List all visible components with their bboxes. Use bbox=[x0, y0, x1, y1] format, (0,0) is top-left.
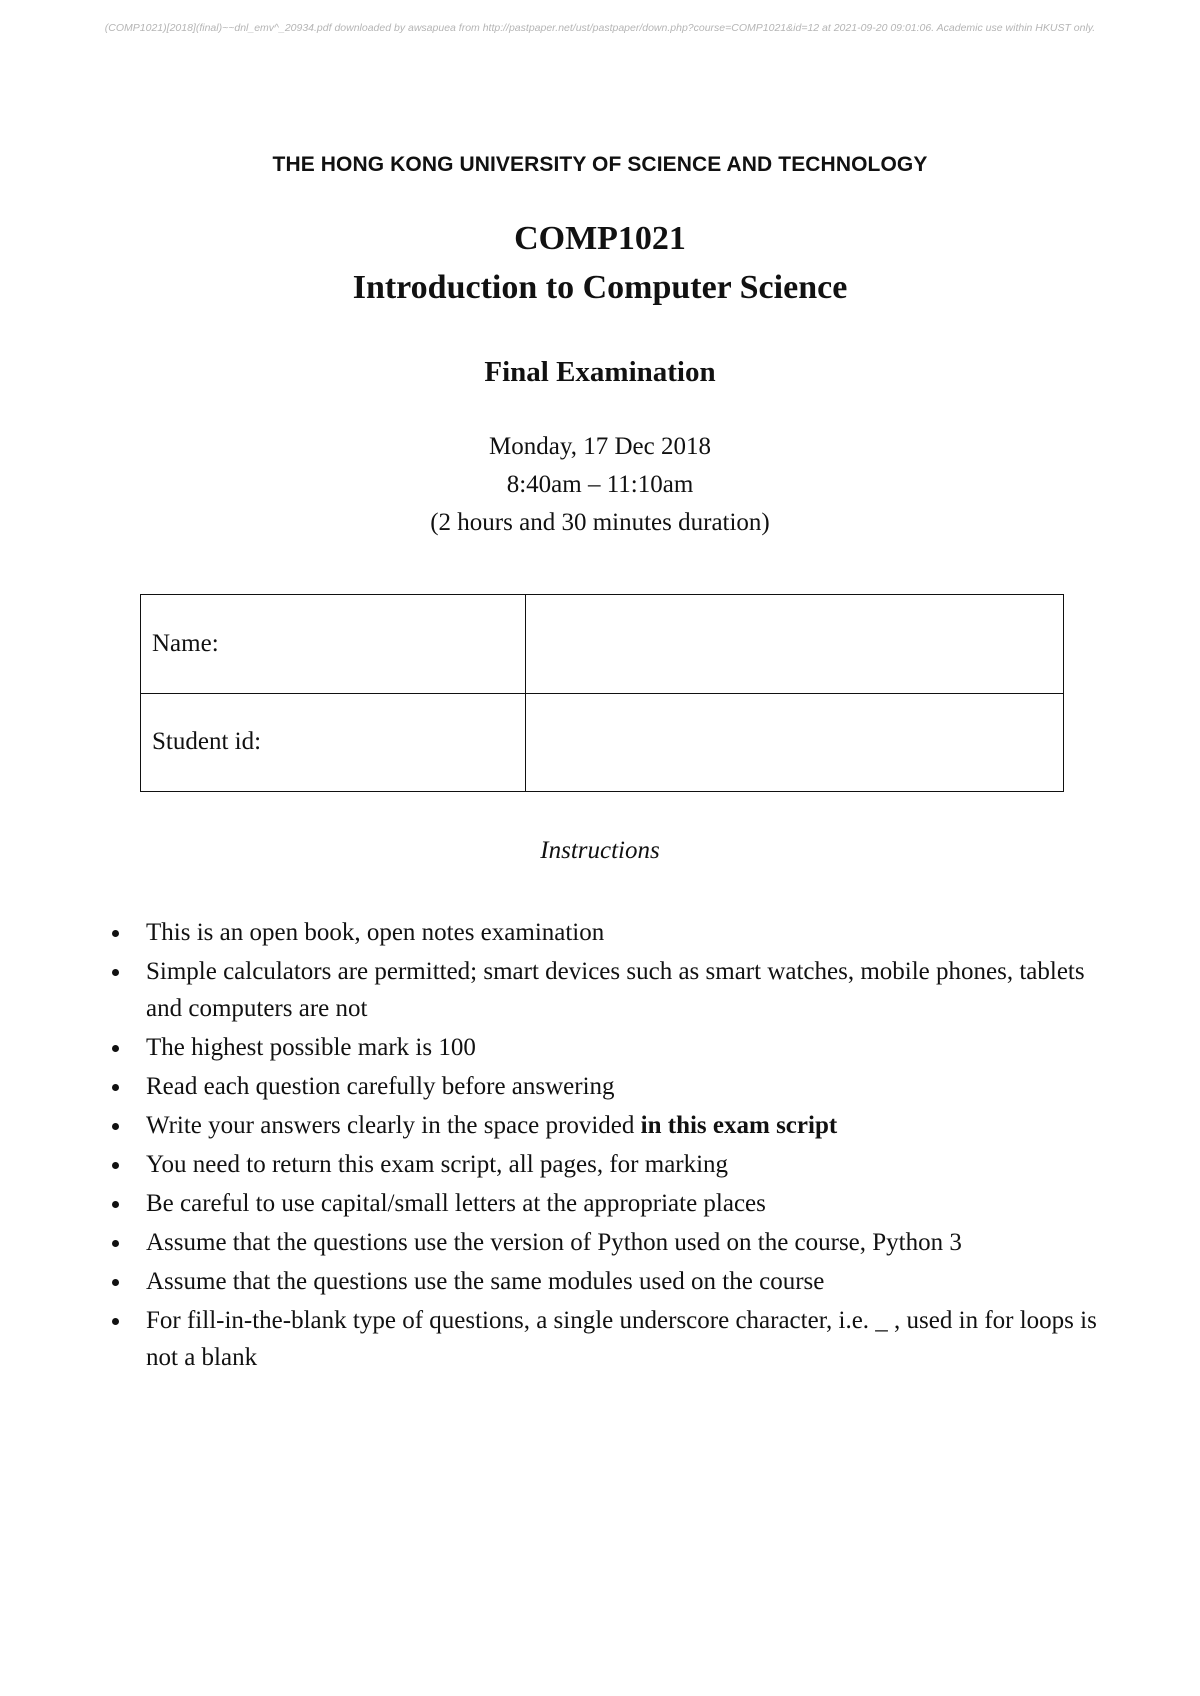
instruction-item bbox=[105, 1068, 1115, 1105]
student-id-field[interactable] bbox=[526, 693, 1064, 792]
bullet-icon bbox=[112, 1162, 119, 1169]
student-id-row bbox=[141, 693, 1064, 792]
exam-date: Monday, 17 Dec 2018 bbox=[489, 433, 711, 460]
instruction-text: For fill-in-the-blank type of questions, a single underscore character, i.e. _ , used in for loops is not a blank bbox=[146, 1307, 1097, 1371]
university-name: THE HONG KONG UNIVERSITY OF SCIENCE AND TECHNOLOGY bbox=[272, 153, 928, 176]
bullet-icon bbox=[112, 1318, 119, 1325]
instruction-item bbox=[105, 1146, 1115, 1183]
instruction-text: Write your answers clearly in the space provided bbox=[146, 1112, 641, 1139]
instruction-list bbox=[105, 914, 1115, 1378]
instructions-heading: Instructions bbox=[540, 837, 660, 864]
exam-duration: (2 hours and 30 minutes duration) bbox=[430, 509, 770, 536]
instruction-text: Read each question carefully before answering bbox=[146, 1073, 615, 1100]
instruction-item bbox=[105, 914, 1115, 951]
instruction-text: Assume that the questions use the version of Python used on the course, Python 3 bbox=[146, 1229, 962, 1256]
instruction-text: Simple calculators are permitted; smart devices such as smart watches, mobile phones, tablets and computers are not bbox=[146, 958, 1085, 1022]
student-info-table bbox=[140, 594, 1064, 792]
instruction-item bbox=[105, 1263, 1115, 1300]
bullet-icon bbox=[112, 1279, 119, 1286]
course-code: COMP1021 bbox=[514, 220, 686, 257]
exam-title: Final Examination bbox=[484, 356, 716, 388]
bullet-icon bbox=[112, 969, 119, 976]
instruction-text: Be careful to use capital/small letters at the appropriate places bbox=[146, 1190, 766, 1217]
bullet-icon bbox=[112, 930, 119, 937]
instruction-item bbox=[105, 953, 1115, 1027]
download-watermark: (COMP1021)[2018](final)~~dnl_emv^_20934.pdf downloaded by awsapuea from http://pastpaper.net/ust/pastpaper/down.php?course=COMP1021&id=12 at 2021-09-20 09:01:06. Academic use within HKUST only. bbox=[104, 22, 1096, 34]
name-label: Name: bbox=[141, 595, 526, 694]
instruction-item bbox=[105, 1029, 1115, 1066]
instruction-text: This is an open book, open notes examination bbox=[146, 919, 605, 946]
instruction-item bbox=[105, 1224, 1115, 1261]
bullet-icon bbox=[112, 1201, 119, 1208]
instruction-item bbox=[105, 1107, 1115, 1144]
instruction-item bbox=[105, 1185, 1115, 1222]
instruction-emphasis: in this exam script bbox=[640, 1112, 838, 1139]
instruction-text: Assume that the questions use the same modules used on the course bbox=[146, 1268, 825, 1295]
bullet-icon bbox=[112, 1240, 119, 1247]
name-row bbox=[141, 595, 1064, 694]
student-id-label: Student id: bbox=[141, 693, 526, 792]
bullet-icon bbox=[112, 1045, 119, 1052]
name-field[interactable] bbox=[526, 595, 1064, 694]
bullet-icon bbox=[112, 1084, 119, 1091]
exam-time: 8:40am – 11:10am bbox=[506, 471, 694, 498]
instruction-text: The highest possible mark is 100 bbox=[146, 1034, 476, 1061]
course-title: Introduction to Computer Science bbox=[352, 269, 848, 306]
instruction-item bbox=[105, 1302, 1115, 1376]
bullet-icon bbox=[112, 1123, 119, 1130]
instruction-text: You need to return this exam script, all pages, for marking bbox=[146, 1151, 729, 1178]
